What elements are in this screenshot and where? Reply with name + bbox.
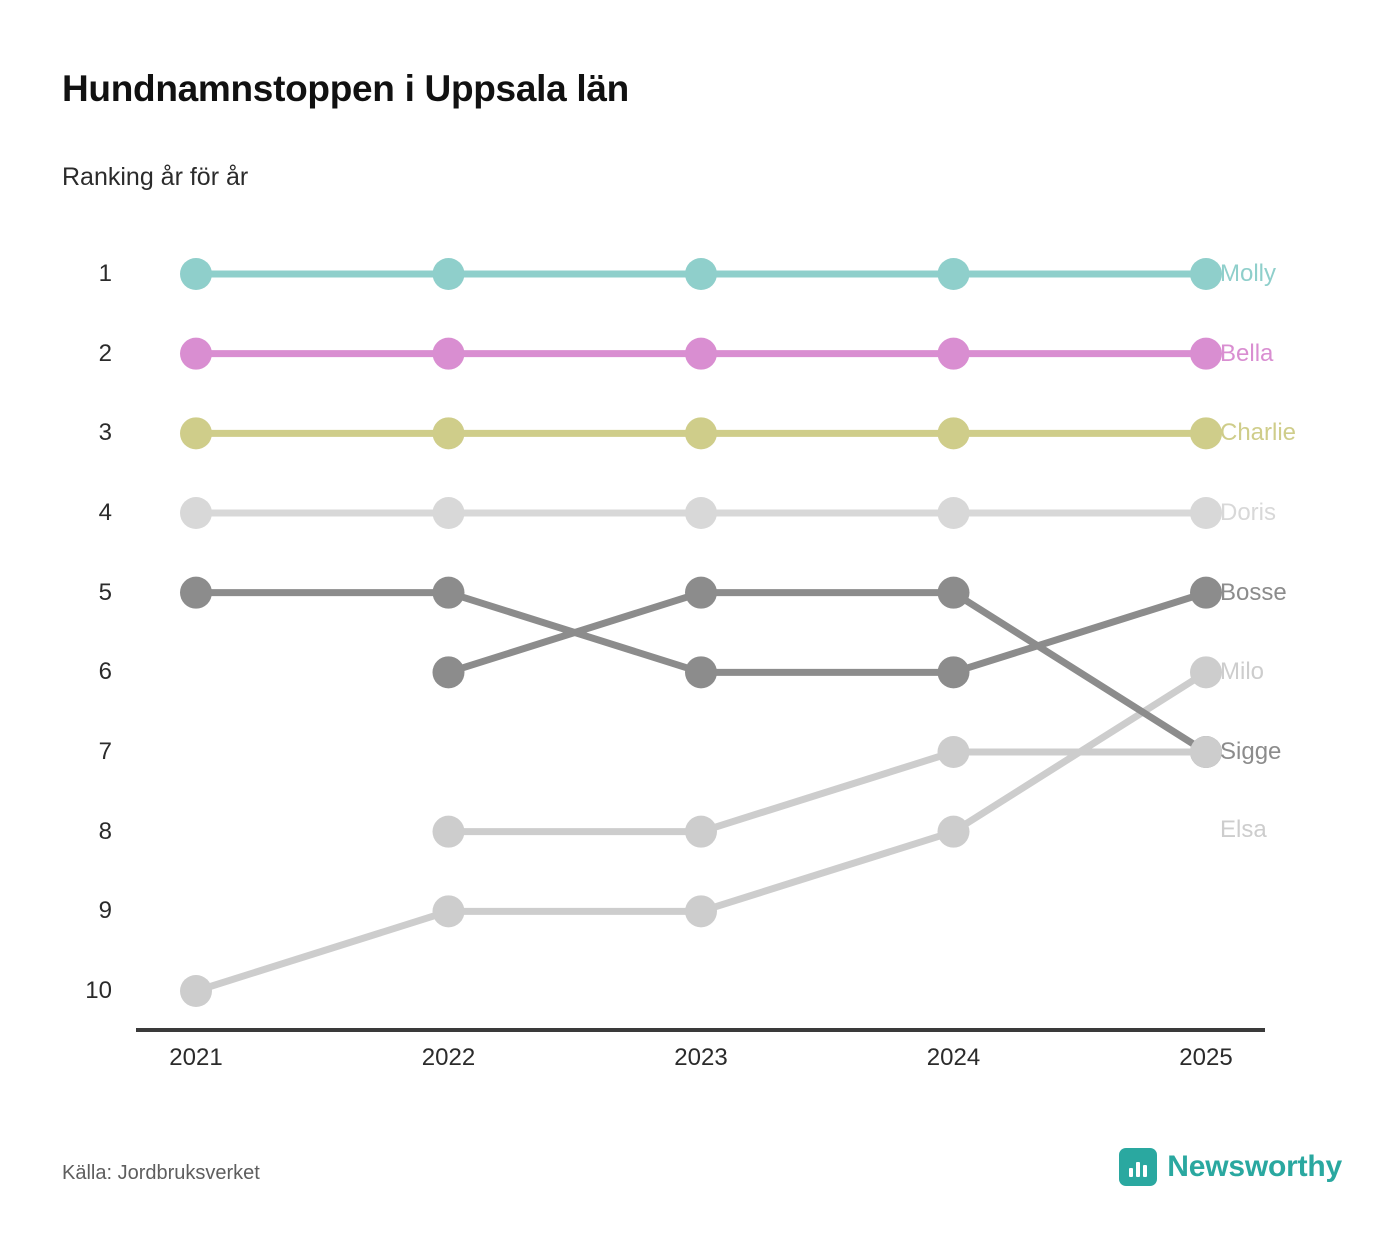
brand-name: Newsworthy xyxy=(1167,1150,1342,1183)
series-label: Elsa xyxy=(1220,816,1267,843)
data-point[interactable] xyxy=(180,577,212,609)
series-label: Sigge xyxy=(1220,738,1282,765)
data-point[interactable] xyxy=(1190,338,1222,370)
data-point[interactable] xyxy=(1190,258,1222,290)
data-point[interactable] xyxy=(433,656,465,688)
chart-subtitle: Ranking år för år xyxy=(62,163,249,191)
bar-chart-icon xyxy=(1119,1148,1157,1186)
data-point[interactable] xyxy=(938,577,970,609)
data-point[interactable] xyxy=(433,258,465,290)
data-point[interactable] xyxy=(685,417,717,449)
x-axis-tick-label: 2021 xyxy=(169,1044,223,1071)
data-point[interactable] xyxy=(1190,656,1222,688)
data-point[interactable] xyxy=(938,816,970,848)
data-point[interactable] xyxy=(180,975,212,1007)
source-note: Källa: Jordbruksverket xyxy=(62,1162,260,1184)
x-axis-tick-label: 2025 xyxy=(1179,1044,1233,1071)
x-axis-tick-label: 2022 xyxy=(421,1044,476,1071)
data-point[interactable] xyxy=(433,417,465,449)
y-axis-tick-label: 7 xyxy=(98,738,112,765)
data-point[interactable] xyxy=(938,258,970,290)
x-axis-tick-label: 2023 xyxy=(674,1044,728,1071)
data-point[interactable] xyxy=(1190,417,1222,449)
series-line xyxy=(449,752,1207,832)
series-label: Bosse xyxy=(1220,578,1287,606)
series-label: Molly xyxy=(1220,260,1277,287)
series-label: Doris xyxy=(1220,499,1277,526)
data-point[interactable] xyxy=(685,577,717,609)
data-point[interactable] xyxy=(1190,497,1222,529)
series-label: Charlie xyxy=(1220,419,1297,447)
data-point[interactable] xyxy=(1190,577,1222,609)
data-point[interactable] xyxy=(938,736,970,768)
y-axis-tick-label: 3 xyxy=(98,419,112,447)
y-axis-tick-label: 2 xyxy=(98,339,112,367)
data-point[interactable] xyxy=(685,258,717,290)
data-point[interactable] xyxy=(180,417,212,449)
page-title: Hundnamnstoppen i Uppsala län xyxy=(62,68,629,109)
series-label: Milo xyxy=(1220,658,1265,686)
data-point[interactable] xyxy=(433,497,465,529)
y-axis-tick-label: 1 xyxy=(98,260,112,287)
series-label: Bella xyxy=(1220,339,1274,367)
data-point[interactable] xyxy=(685,497,717,529)
data-point[interactable] xyxy=(685,895,717,927)
data-point[interactable] xyxy=(938,338,970,370)
y-axis-tick-label: 4 xyxy=(98,499,112,526)
x-axis-tick-label: 2024 xyxy=(926,1044,981,1071)
data-point[interactable] xyxy=(180,258,212,290)
y-axis-tick-label: 5 xyxy=(98,578,112,606)
data-point[interactable] xyxy=(1190,736,1222,768)
data-point[interactable] xyxy=(433,338,465,370)
data-point[interactable] xyxy=(938,656,970,688)
data-point[interactable] xyxy=(685,338,717,370)
data-point[interactable] xyxy=(180,497,212,529)
y-axis-tick-label: 8 xyxy=(98,817,112,845)
data-point[interactable] xyxy=(433,577,465,609)
data-point[interactable] xyxy=(180,338,212,370)
data-point[interactable] xyxy=(433,816,465,848)
data-point[interactable] xyxy=(938,417,970,449)
data-point[interactable] xyxy=(938,497,970,529)
y-axis-tick-label: 6 xyxy=(98,658,112,686)
data-point[interactable] xyxy=(685,656,717,688)
data-point[interactable] xyxy=(433,895,465,927)
y-axis-tick-label: 9 xyxy=(98,897,112,925)
data-point[interactable] xyxy=(685,816,717,848)
brand-logo xyxy=(1119,1148,1342,1186)
y-axis-tick-label: 10 xyxy=(85,977,112,1004)
